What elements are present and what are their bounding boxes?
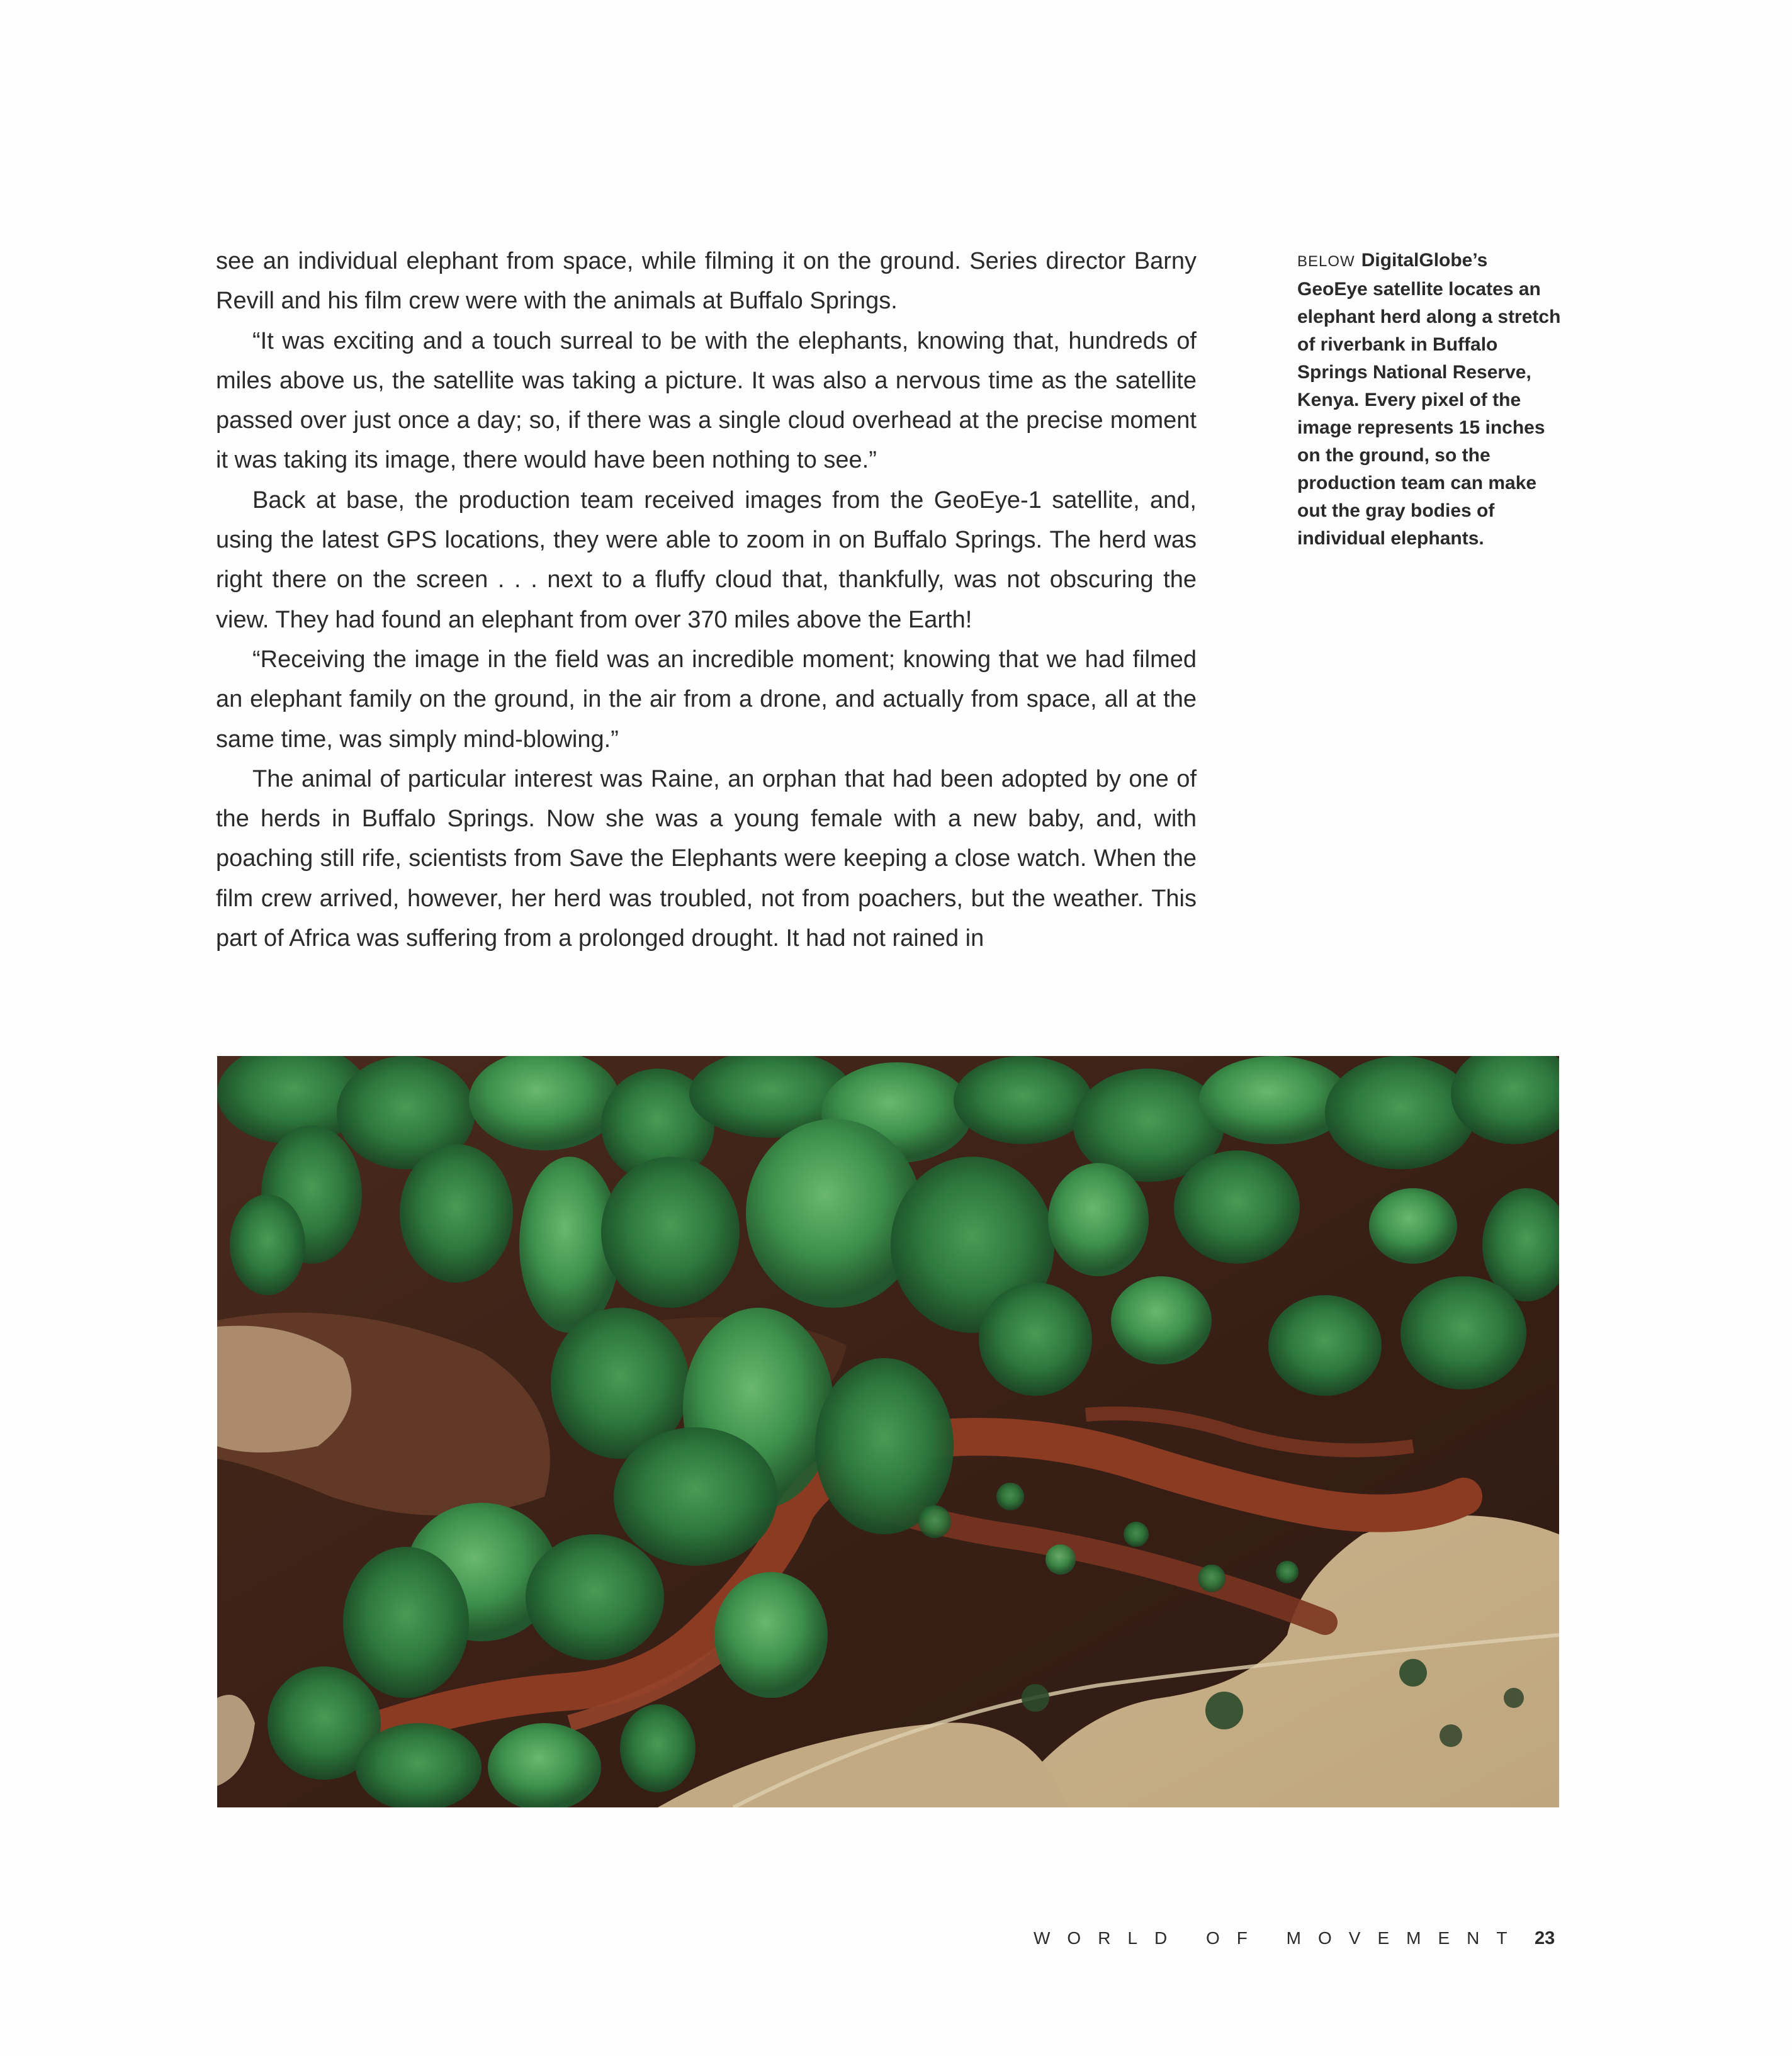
satellite-image-graphic <box>217 1056 1559 1807</box>
paragraph: “Receiving the image in the field was an incredible moment; knowing that we had filmed an elephant family on the ground, in the air from a drone, and actually from space, all at the same time, was simply mind-blowing.” <box>216 646 1197 753</box>
paragraph: The animal of particular interest was Raine, an orphan that had been adopted by one of the herds in Buffalo Springs. Now she was a young female with a new baby, and, with poaching still rife, scientists from Save the Elephants were keeping a close watch. When the film crew arrived, however, her herd was troubled, not from poachers, but the weather. This part of Africa was suffering from a prolonged drought. It had not rained in <box>216 765 1197 952</box>
photo-caption <box>1297 247 1562 553</box>
paragraph: “It was exciting and a touch surreal to be with the elephants, knowing that, hundreds of miles above us, the satellite was taking a picture. It was also a nervous time as the satellite passed over just once a day; so, if there was a single cloud overhead at the precise moment it was taking its image, there would have been nothing to see.” <box>216 327 1197 474</box>
caption-label: BELOW <box>1297 253 1355 270</box>
caption-text: DigitalGlobe’s GeoEye satellite locates an elephant herd along a stretch of riverbank in Buffalo Springs National Reserve, Kenya. Every pixel of the image represents 15 inches on the ground, so the production team can make out the gray bodies of individual elephants. <box>1297 250 1561 549</box>
article-body <box>216 242 1197 958</box>
satellite-photo <box>217 1056 1559 1807</box>
running-footer-title: WORLD OF MOVEMENT <box>1034 1928 1524 1948</box>
page-number: 23 <box>1535 1928 1555 1948</box>
paragraph: see an individual elephant from space, while filming it on the ground. Series director Barny Revill and his film crew were with the animals at Buffalo Springs. <box>216 248 1197 315</box>
paragraph: Back at base, the production team received images from the GeoEye-1 satellite, and, using the latest GPS locations, they were able to zoom in on Buffalo Springs. The herd was right there on the screen . . . next to a fluffy cloud that, thankfully, was not obscuring the view. They had found an elephant from over 370 miles above the Earth! <box>216 486 1197 633</box>
